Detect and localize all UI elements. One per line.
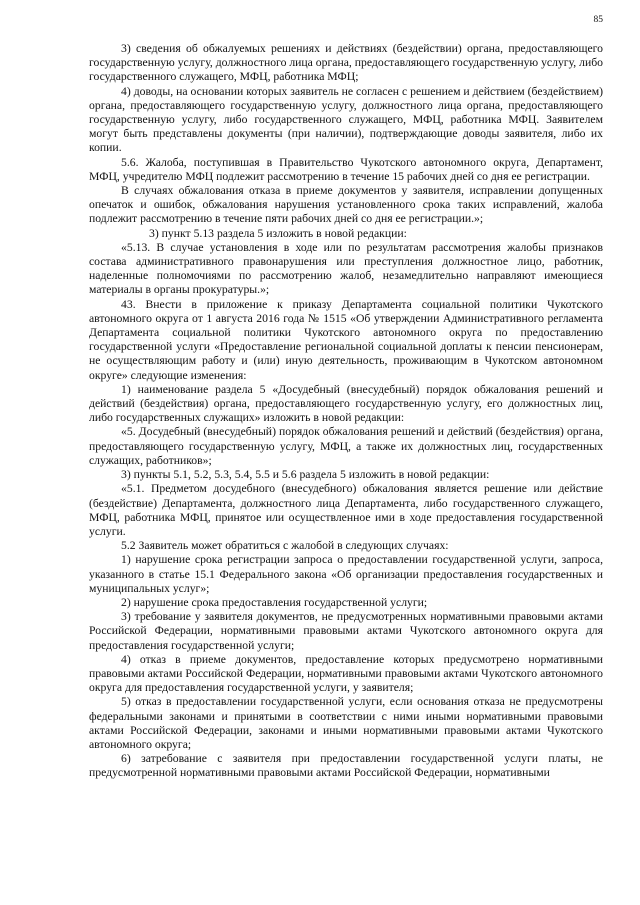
paragraph: 5) отказ в предоставлении государственной услуги, если основания отказа не предусмотрены федеральными законами и принятыми в соответствии с ними иными нормативными правовыми актами Российской Федерации, законами и иными нормативными правовыми актами Чукотского автономного округа; [89,695,603,751]
paragraph: 3) пункты 5.1, 5.2, 5.3, 5.4, 5.5 и 5.6 раздела 5 изложить в новой редакции: [121,468,490,482]
paragraph: В случаях обжалования отказа в приеме документов у заявителя, исправлении допущенных опечаток и ошибок, обжалования нарушения установленного срока таких исправлений, жалоба подлежит рассмотрению в течение пяти рабочих дней со дня ее регистрации.»; [89,184,603,226]
paragraph: 5.2 Заявитель может обратиться с жалобой в следующих случаях: [121,539,449,553]
paragraph: 4) доводы, на основании которых заявитель не согласен с решением и действием (бездействием) органа, предоставляющего государственную услугу, должностного лица органа, предоставляющего государственную услугу, либо государственного служащего, МФЦ, работника МФЦ. Заявителем могут быть представлены документы (при наличии), подтверждающие доводы заявителя, либо их копии. [89,84,603,155]
paragraph: 3) пункт 5.13 раздела 5 изложить в новой редакции: [149,226,407,240]
paragraph: 1) наименование раздела 5 «Досудебный (внесудебный) порядок обжалования решений и действий (бездействия) органа, предоставляющего государственную услугу, его должностных лиц, либо государственных служащих» изложить в новой редакции: [89,382,603,425]
page-number: 85 [593,15,603,25]
paragraph: «5. Досудебный (внесудебный) порядок обжалования решений и действий (бездействия) органа, предоставляющего государственную услугу, МФЦ, а также их должностных лиц, государственных служащих, работников»; [89,425,603,467]
paragraph: 5.6. Жалоба, поступившая в Правительство Чукотского автономного округа, Департамент, МФЦ, учредителю МФЦ подлежит рассмотрению в течение 15 рабочих дней со дня ее регистрации. [89,155,603,183]
paragraph: 6) затребование с заявителя при предоставлении государственной услуги платы, не предусмотренной нормативными правовыми актами Российской Федерации, нормативными [89,752,603,780]
paragraph: 2) нарушение срока предоставления государственной услуги; [121,595,428,609]
paragraph: 1) нарушение срока регистрации запроса о предоставлении государственной услуги, запроса, указанного в статье 15.1 Федерального закона «Об организации предоставления государственных и муниципальных услуг»; [89,553,603,595]
paragraph: 3) требование у заявителя документов, не предусмотренных нормативными правовыми актами Российской Федерации, нормативными правовыми актами Чукотского автономного округа для предоставления государственной услуги; [89,610,603,652]
paragraph: 43. Внести в приложение к приказу Департамента социальной политики Чукотского автономного округа от 1 августа 2016 года № 1515 «Об утверждении Административного регламента Департамента социальной политики Чукотского автономного округа по предоставлению государственной услуги «Предоставление региональной социальной доплаты к пенсии пенсионерам, не осуществляющим работу и (или) иную деятельность, проживающим в Чукотском автономном округе» следующие изменения: [89,297,603,382]
document-body [89,42,603,781]
paragraph: 4) отказ в приеме документов, предоставление которых предусмотрено нормативными правовыми актами Российской Федерации, нормативными правовыми актами Чукотского автономного округа для предоставления государственной услуги, у заявителя; [89,652,603,695]
paragraph: 3) сведения об обжалуемых решениях и действиях (бездействии) органа, предоставляющего государственную услугу, должностного лица органа, предоставляющего государственную услугу, либо государственного служащего, МФЦ, работника МФЦ; [89,42,603,84]
paragraph: «5.1. Предметом досудебного (внесудебного) обжалования является решение или действие (бездействие) Департамента, должностного лица Департамента, либо государственного служащего, МФЦ, работника МФЦ, принятое или осуществленное ими в ходе предоставления государственной услуги. [89,482,603,538]
paragraph: «5.13. В случае установления в ходе или по результатам рассмотрения жалобы признаков состава административного правонарушения или преступления должностное лицо, работник, наделенные полномочиями по рассмотрению жалоб, незамедлительно направляют имеющиеся материалы в органы прокуратуры.»; [89,240,603,297]
